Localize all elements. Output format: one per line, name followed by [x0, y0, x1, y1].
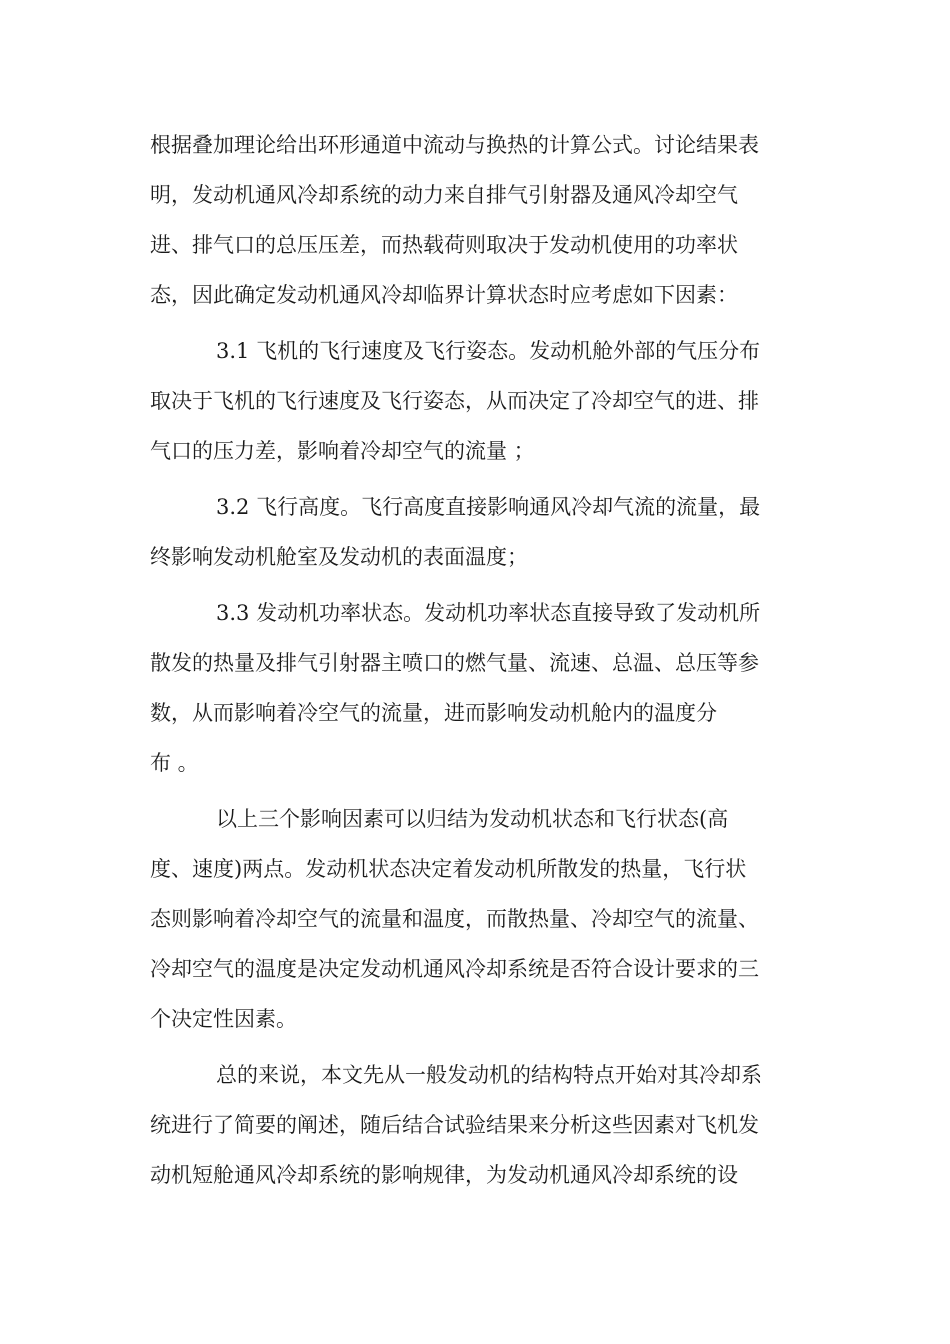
- text-line: 气口的压力差，影响着冷却空气的流量 ；: [150, 439, 535, 463]
- text-line: 3.1 飞机的飞行速度及飞行姿态。发动机舱外部的气压分布: [216, 339, 761, 363]
- text-line: 明，发动机通风冷却系统的动力来自排气引射器及通风冷却空气: [150, 183, 738, 207]
- paragraph-6: [150, 1050, 802, 1200]
- text-line: 统进行了简要的阐述，随后结合试验结果来分析这些因素对飞机发: [150, 1113, 759, 1137]
- text-line: 取决于飞机的飞行速度及飞行姿态，从而决定了冷却空气的进、排: [150, 389, 759, 413]
- text-line: 终影响发动机舱室及发动机的表面温度；: [150, 545, 528, 569]
- text-line: 态则影响着冷却空气的流量和温度，而散热量、冷却空气的流量、: [150, 907, 759, 931]
- paragraph-5: [150, 794, 802, 1044]
- text-line: 数，从而影响着冷空气的流量，进而影响发动机舱内的温度分: [150, 701, 717, 725]
- text-line: 进、排气口的总压压差，而热载荷则取决于发动机使用的功率状: [150, 233, 738, 257]
- text-line: 动机短舱通风冷却系统的影响规律，为发动机通风冷却系统的设: [150, 1163, 738, 1187]
- text-line: 3.3 发动机功率状态。发动机功率状态直接导致了发动机所: [216, 601, 761, 625]
- text-line: 根据叠加理论给出环形通道中流动与换热的计算公式。讨论结果表: [150, 133, 759, 157]
- paragraph-1: [150, 120, 802, 320]
- text-line: 散发的热量及排气引射器主喷口的燃气量、流速、总温、总压等参: [150, 651, 759, 675]
- paragraph-3: [150, 482, 802, 582]
- text-line: 度、速度)两点。发动机状态决定着发动机所散发的热量，飞行状: [150, 857, 747, 881]
- paragraph-4: [150, 588, 802, 788]
- text-line: 布 。: [150, 751, 199, 775]
- document-body: [150, 120, 802, 1200]
- text-line: 以上三个影响因素可以归结为发动机状态和飞行状态(高: [216, 807, 729, 831]
- text-line: 总的来说，本文先从一般发动机的结构特点开始对其冷却系: [216, 1063, 762, 1087]
- text-line: 态，因此确定发动机通风冷却临界计算状态时应考虑如下因素：: [150, 283, 738, 307]
- text-line: 个决定性因素。: [150, 1007, 297, 1031]
- text-line: 3.2 飞行高度。飞行高度直接影响通风冷却气流的流量，最: [216, 495, 761, 519]
- text-line: 冷却空气的温度是决定发动机通风冷却系统是否符合设计要求的三: [150, 957, 759, 981]
- paragraph-2: [150, 326, 802, 476]
